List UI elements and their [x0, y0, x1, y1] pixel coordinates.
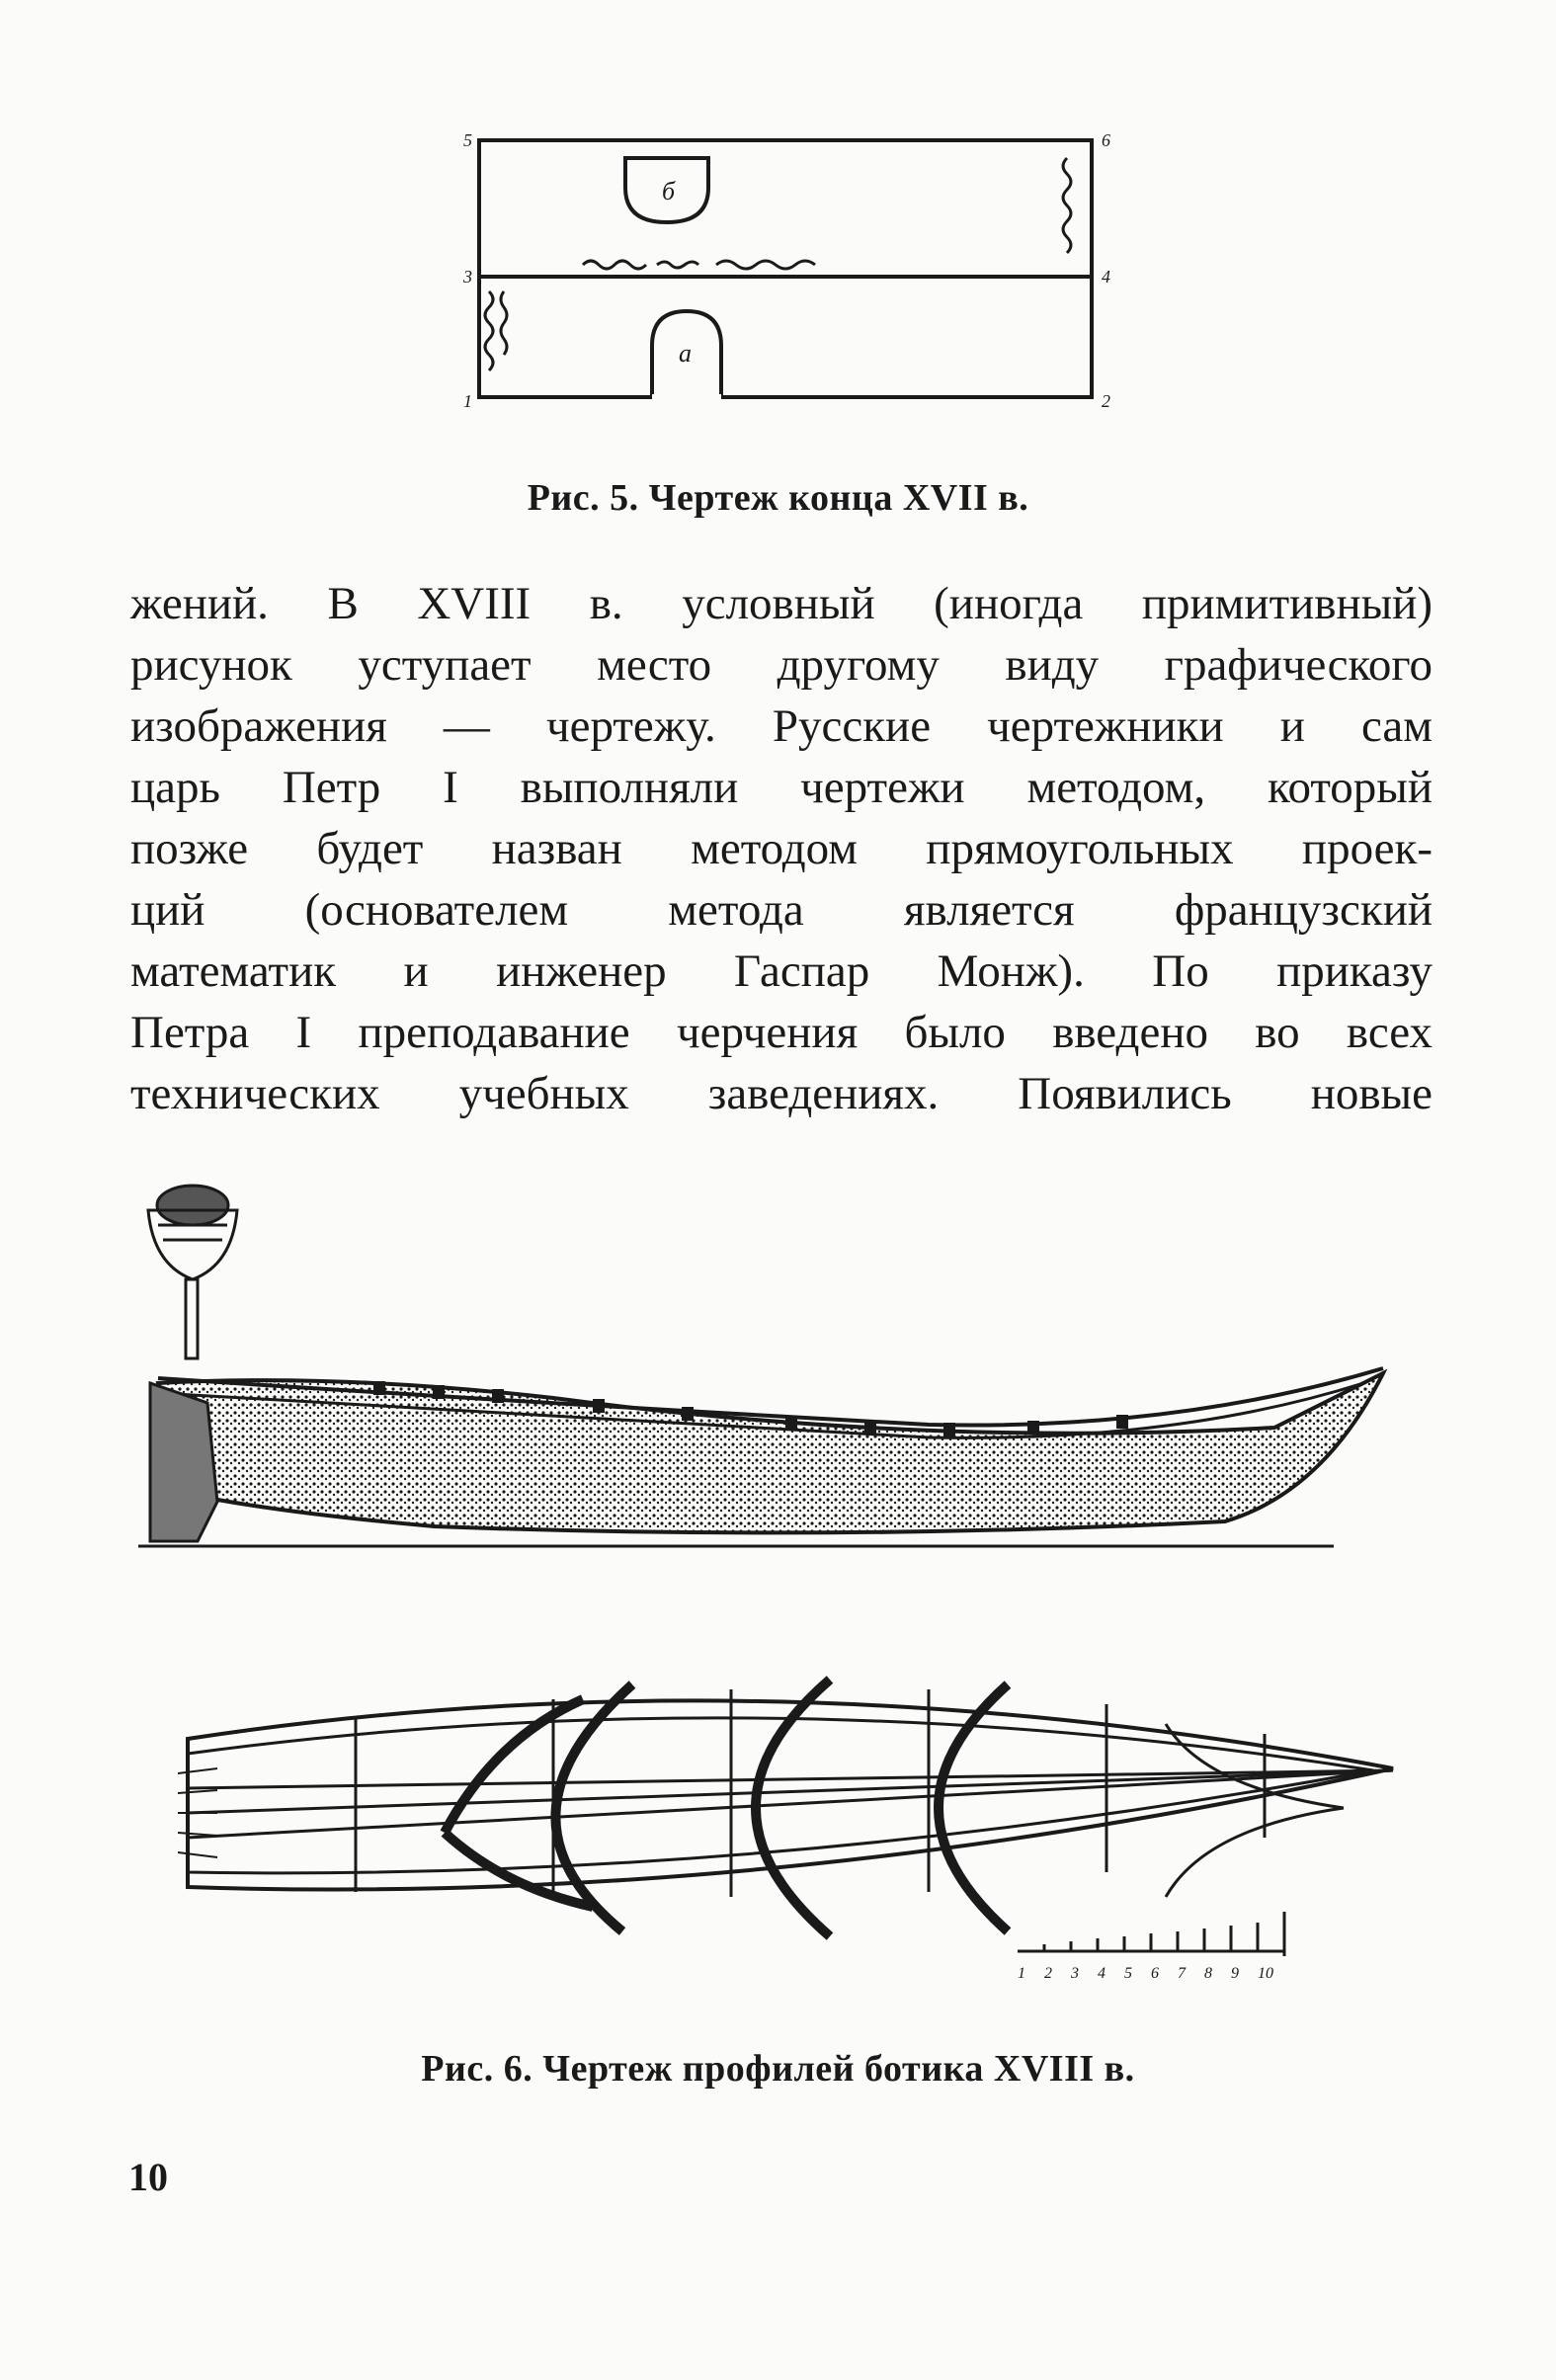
text-line: Петра I преподавание черчения было введено во всех	[130, 1007, 1433, 1058]
text-line: позже будет назван методом прямоугольных проек-	[130, 823, 1433, 874]
corner-label-2: 2	[1102, 391, 1110, 411]
figure-6-caption: Рис. 6. Чертеж профилей ботика XVIII в.	[421, 2048, 1135, 2090]
scale-label: 4	[1098, 1965, 1106, 1982]
boat-side-profile	[138, 1166, 1462, 1630]
text-line: рисунок уступает место другому виду графического	[130, 639, 1433, 691]
text-line: царь Петр I выполняли чертежи методом, который	[130, 762, 1433, 813]
text-line: изображения — чертежу. Русские чертежники и сам	[130, 700, 1433, 752]
cutout-label-b: б	[662, 177, 676, 205]
corner-label-5: 5	[463, 130, 472, 150]
rudder	[150, 1383, 217, 1541]
corner-label-6: 6	[1102, 130, 1110, 150]
corner-label-4: 4	[1102, 267, 1110, 287]
scale-label: 6	[1151, 1965, 1159, 1982]
scale-label: 5	[1124, 1965, 1132, 1982]
text-line: математик и инженер Гаспар Монж). По приказу	[130, 945, 1433, 997]
page-number: 10	[128, 2155, 168, 2199]
scale-label: 8	[1204, 1965, 1212, 1982]
text-line: технических учебных заведениях. Появились новые	[130, 1068, 1433, 1119]
text-line: жений. В XVIII в. условный (иногда примитивный)	[130, 578, 1433, 629]
corner-label-1: 1	[463, 391, 472, 411]
corner-label-3: 3	[463, 267, 472, 287]
handwritten-annotations	[485, 158, 1071, 370]
text-line: ций (основателем метода является французский	[130, 884, 1433, 936]
scale-label: 3	[1071, 1965, 1079, 1982]
figure-5-caption: Рис. 5. Чертеж конца XVII в.	[527, 477, 1029, 519]
scale-label: 7	[1178, 1965, 1186, 1982]
scale-label: 9	[1231, 1965, 1239, 1982]
scale-bar	[1018, 1912, 1284, 1956]
scale-label: 2	[1044, 1965, 1052, 1982]
scale-label: 1	[1018, 1965, 1025, 1982]
cutout-label-a: а	[679, 339, 692, 368]
stern-lantern	[148, 1186, 237, 1358]
hull-outline	[188, 1700, 1393, 1889]
body-paragraph	[130, 573, 1433, 1124]
boat-plan-view	[178, 1660, 1462, 1986]
scale-label: 10	[1258, 1965, 1273, 1982]
figure-5-drawing	[450, 128, 1121, 435]
hull-shape	[158, 1373, 1383, 1532]
